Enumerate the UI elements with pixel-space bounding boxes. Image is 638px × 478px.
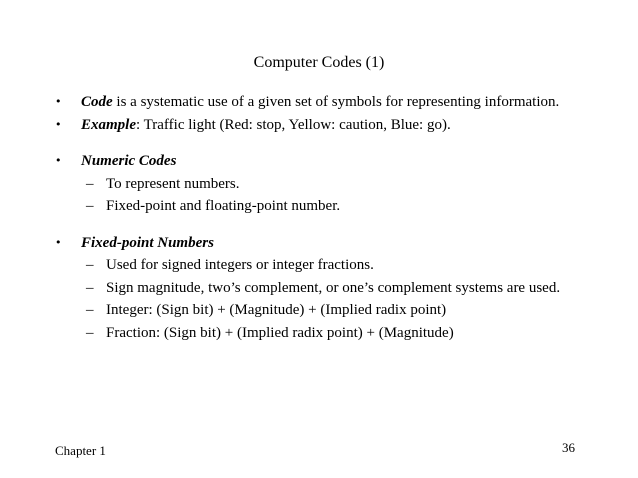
sub-bullet-fixed-1: [52, 256, 572, 275]
bullet-marker: •: [55, 117, 62, 131]
bullet-code-definition: [52, 93, 572, 112]
sub-bullet-text: To represent numbers.: [106, 175, 240, 192]
bullet-example: [52, 116, 572, 135]
example-text: : Traffic light (Red: stop, Yellow: caution, Blue: go).: [136, 116, 451, 133]
term-code: Code: [81, 94, 113, 110]
bullet-marker: •: [55, 235, 62, 249]
bullet-marker: •: [55, 95, 62, 108]
dash-marker: –: [86, 324, 94, 341]
dash-marker: –: [86, 175, 94, 192]
sub-bullet-text: Fraction: (Sign bit) + (Implied radix point) + (Magnitude): [106, 324, 454, 341]
sub-bullet-text: Integer: (Sign bit) + (Magnitude) + (Implied radix point): [106, 302, 447, 318]
footer-chapter: Chapter 1: [55, 443, 106, 458]
sub-bullet-fixed-3: [52, 301, 572, 320]
bullet-marker: •: [55, 154, 62, 167]
term-example: Example: [81, 116, 136, 133]
sub-bullet-text: Used for signed integers or integer fractions.: [106, 257, 374, 273]
bullet-numeric-codes: [52, 152, 572, 171]
sub-bullet-fixed-2: [52, 279, 572, 298]
sub-bullet-numeric-2: [52, 197, 572, 216]
sub-bullet-fixed-4: [52, 324, 572, 343]
dash-marker: –: [86, 302, 94, 318]
dash-marker: –: [86, 279, 94, 296]
sub-bullet-text: Fixed-point and floating-point number.: [106, 198, 341, 214]
bullet-fixed-point-numbers: [52, 234, 572, 253]
sub-bullet-text: Sign magnitude, two’s complement, or one’s complement systems are used.: [106, 279, 561, 296]
sub-bullet-numeric-1: [52, 175, 572, 194]
code-definition-text: is a systematic use of a given set of symbols for representing information.: [112, 94, 560, 110]
footer-page-number: 36: [562, 440, 575, 455]
term-fixed-point-numbers: Fixed-point Numbers: [81, 234, 214, 251]
slide-content: [52, 93, 572, 342]
dash-marker: –: [86, 198, 94, 214]
term-numeric-codes: Numeric Codes: [81, 153, 177, 169]
dash-marker: –: [86, 257, 94, 273]
slide-title: Computer Codes (1): [253, 54, 385, 71]
